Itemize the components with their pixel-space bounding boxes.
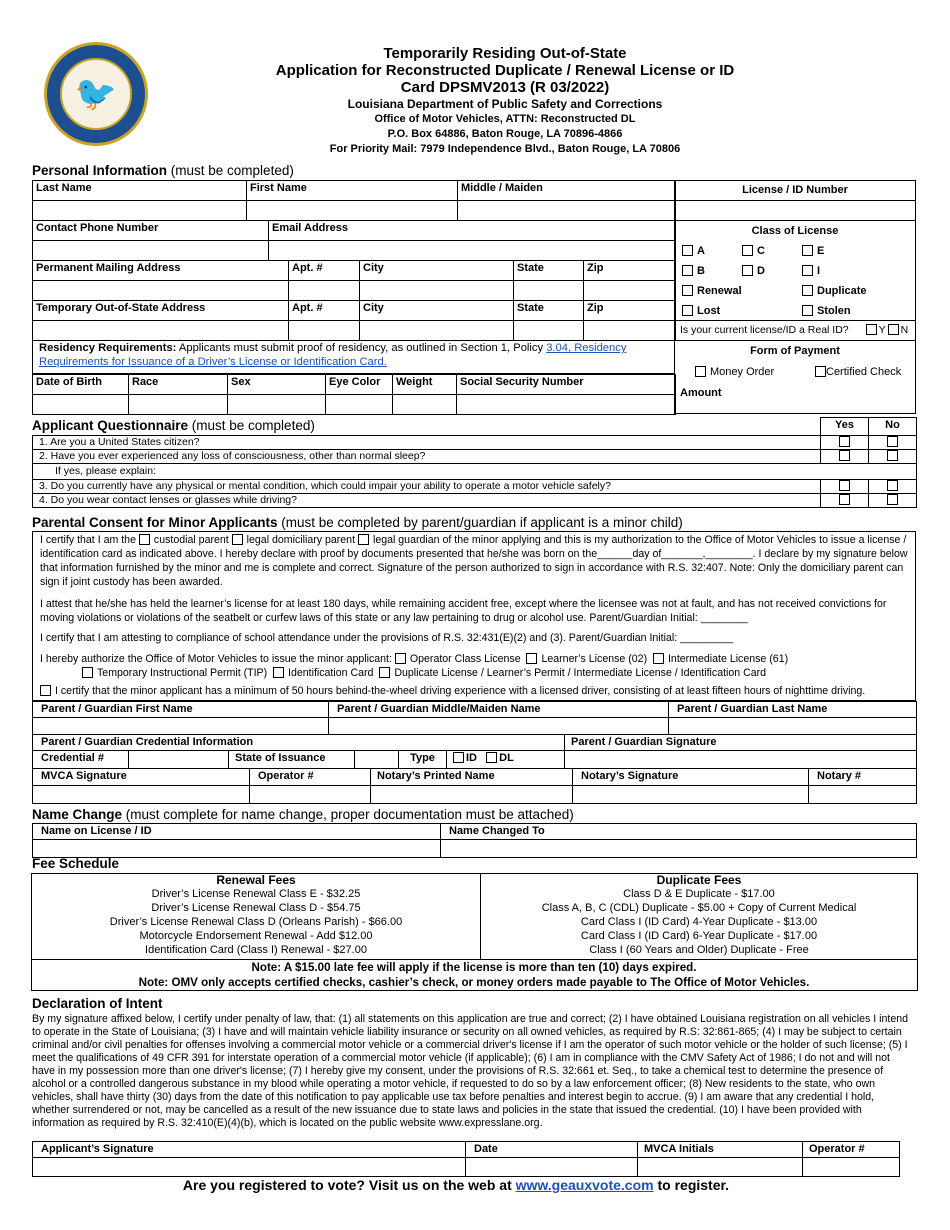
fee-notes	[32, 960, 916, 990]
geauxvote-link[interactable]: www.geauxvote.com	[515, 1177, 654, 1193]
form-subtitle: Application for Reconstructed Duplicate / Renewal License or ID	[275, 62, 735, 79]
ssn-label: Social Security Number	[457, 375, 676, 395]
tip-checkbox[interactable]: Temporary Instructional Permit (TIP)	[82, 667, 267, 679]
pelican-icon: 🐦	[60, 58, 132, 130]
class-row-2	[675, 261, 915, 281]
contact-table	[32, 220, 676, 261]
physical-info-table	[32, 374, 676, 415]
renewal-fee-item: Driver’s License Renewal Class D (Orleans Parish) - $66.00	[109, 916, 403, 928]
duplicate-checkbox[interactable]: Duplicate	[802, 285, 867, 297]
real-id-yes-checkbox[interactable]: Y	[866, 324, 886, 336]
learners-license-checkbox[interactable]: Learner’s License (02)	[526, 653, 647, 665]
certified-check-checkbox[interactable]: Certified Check	[815, 366, 901, 378]
type-label: Type	[399, 751, 447, 769]
notary-table	[32, 768, 917, 804]
school-attendance-paragraph: I certify that I am attesting to compliance of school attendance under the provisions of R.S. 32:431(E)(2) and (3). Parent/Guardian Initial: _________	[40, 632, 734, 644]
temp-address-label: Temporary Out-of-State Address	[33, 301, 289, 321]
city-label: City	[360, 301, 514, 321]
duplicate-fee-item: Class A, B, C (CDL) Duplicate - $5.00 + Copy of Current Medical	[541, 902, 857, 914]
class-d-checkbox[interactable]: D	[742, 261, 802, 281]
dob-label: Date of Birth	[33, 375, 129, 395]
phone-field[interactable]	[33, 241, 269, 261]
q2-yes-checkbox[interactable]	[821, 450, 869, 464]
q3-yes-checkbox[interactable]	[821, 480, 869, 494]
po-box: P.O. Box 64886, Baton Rouge, LA 70896-4866	[387, 128, 623, 140]
residency-requirements: Residency Requirements: Applicants must submit proof of residency, as outlined in Section 1, Policy 3.04, Residency Requirements for Issuance of a Driver’s License or Identification Card.	[32, 340, 675, 374]
first-name-field[interactable]	[247, 201, 458, 221]
payment-note: Note: OMV only accepts certified checks, cashier’s check, or money orders made payable to The Office of Motor Vehicles.	[138, 976, 810, 989]
applicant-signature-table	[32, 1141, 900, 1177]
email-label: Email Address	[269, 221, 676, 241]
name-changed-to-field[interactable]	[441, 840, 917, 858]
duplicate-fees-title: Duplicate Fees	[656, 873, 742, 887]
authorize-paragraph: I hereby authorize the Office of Motor Vehicles to issue the minor applicant: Operator Class License Learner’s License (02) Intermediate License (61) Temporary Instructional Permit (TIP) Identification Card Duplicate License / Learner’s Permit / Intermediate License / Identification Card	[40, 653, 789, 679]
temp-address-field[interactable]	[33, 321, 289, 341]
race-label: Race	[129, 375, 228, 395]
name-on-license-field[interactable]	[33, 840, 441, 858]
voter-registration-footer: Are you registered to vote? Visit us on the web at www.geauxvote.com to register.	[182, 1177, 730, 1193]
name-change-table	[32, 823, 917, 858]
questionnaire-table	[32, 435, 917, 508]
guardian-name-table	[32, 701, 917, 735]
question-1: 1. Are you a United States citizen?	[33, 436, 821, 450]
perm-address-label: Permanent Mailing Address	[33, 261, 289, 281]
applicant-signature-label: Applicant’s Signature	[33, 1142, 466, 1158]
credential-number-field[interactable]	[129, 751, 229, 769]
form-of-payment-label: Form of Payment	[750, 345, 840, 357]
sex-label: Sex	[228, 375, 326, 395]
notary-signature-field[interactable]	[573, 786, 809, 804]
first-name-label: First Name	[247, 181, 458, 201]
renewal-checkbox[interactable]: Renewal	[682, 281, 802, 301]
renewal-fee-item: Motorcycle Endorsement Renewal - Add $12.00	[139, 930, 373, 942]
pg-middle-name-field[interactable]	[329, 718, 669, 735]
perm-address-field[interactable]	[33, 281, 289, 301]
personal-info-table	[32, 180, 676, 221]
late-fee-note: Note: A $15.00 late fee will apply if the license is more than ten (10) days expired.	[251, 961, 697, 974]
license-id-field[interactable]	[675, 201, 915, 221]
eye-color-label: Eye Color	[326, 375, 393, 395]
state-label: State	[514, 301, 584, 321]
class-a-checkbox[interactable]: A	[682, 241, 742, 261]
form-number: Card DPSMV2013 (R 03/2022)	[400, 79, 610, 96]
renewal-duplicate-row	[675, 281, 915, 301]
q4-yes-checkbox[interactable]	[821, 494, 869, 508]
type-options	[447, 751, 565, 769]
temp-city-field[interactable]	[360, 321, 514, 341]
question-2: 2. Have you ever experienced any loss of consciousness, other than normal sleep?	[33, 450, 821, 464]
renewal-fee-item: Identification Card (Class I) Renewal - $27.00	[145, 944, 367, 956]
notary-number-field[interactable]	[809, 786, 917, 804]
q1-no-checkbox[interactable]	[869, 436, 917, 450]
driving-hours-checkbox[interactable]	[40, 685, 51, 696]
legal-guardian-checkbox[interactable]	[358, 534, 369, 545]
permanent-address-table	[32, 260, 676, 341]
last-name-label: Last Name	[33, 181, 247, 201]
middle-name-label: Middle / Maiden	[458, 181, 676, 201]
name-change-heading: Name Change (must complete for name change, proper documentation must be attached)	[32, 807, 574, 822]
declaration-heading: Declaration of Intent	[32, 996, 163, 1011]
custodial-parent-checkbox[interactable]	[139, 534, 150, 545]
class-e-checkbox[interactable]: E	[802, 241, 862, 261]
money-order-checkbox[interactable]: Money Order	[695, 361, 815, 383]
name-changed-to-label: Name Changed To	[441, 824, 917, 840]
perm-apt-field[interactable]	[289, 281, 360, 301]
state-of-issuance-field[interactable]	[355, 751, 399, 769]
mvca-initials-field[interactable]	[638, 1158, 803, 1177]
ssn-field[interactable]	[457, 395, 676, 415]
perm-zip-field[interactable]	[584, 281, 676, 301]
class-i-checkbox[interactable]: I	[802, 261, 862, 281]
residency-policy-link[interactable]: 3.04, Residency Requirements for Issuance of a Driver’s License or Identification Card.	[39, 342, 627, 368]
pg-first-name-label: Parent / Guardian First Name	[33, 702, 329, 718]
no-label: No	[869, 418, 917, 436]
yes-label: Yes	[821, 418, 869, 436]
pg-signature-label: Parent / Guardian Signature	[565, 735, 917, 751]
zip-label: Zip	[584, 301, 676, 321]
fee-schedule-heading: Fee Schedule	[32, 856, 120, 871]
identification-card-checkbox[interactable]: Identification Card	[273, 667, 373, 679]
temp-state-field[interactable]	[514, 321, 584, 341]
date-label: Date	[466, 1142, 638, 1158]
parental-certify-paragraph: I certify that I am the custodial parent legal domiciliary parent legal guardian of the minor applying and this is my authorization to the Office of Motor Vehicles to issue a license / identification card as indicated above. I hereby declare with proof by documents presented that he/she was born on the______day of_______,________. I declare by my signature below that information furnished by the minor and me is complete and correct. Signature of the person authorized to sign in accordance with R.S. 32:407. Note: Only the domiciliary parent can sign if joint custody has been awarded.	[40, 534, 908, 588]
question-3: 3. Do you currently have any physical or mental condition, which could impair your ability to operate a motor vehicle safely?	[33, 480, 821, 494]
priority-mail: For Priority Mail: 7979 Independence Blvd., Baton Rouge, LA 70806	[329, 143, 681, 155]
real-id-row: Is your current license/ID a Real ID? Y N	[675, 321, 915, 341]
pg-credential-label: Parent / Guardian Credential Information	[33, 735, 565, 751]
dob-field[interactable]	[33, 395, 129, 415]
class-c-checkbox[interactable]: C	[742, 241, 802, 261]
sex-field[interactable]	[228, 395, 326, 415]
notary-printed-name-label: Notary’s Printed Name	[371, 769, 573, 786]
license-panel	[674, 180, 916, 414]
duplicate-fees	[481, 873, 917, 957]
weight-label: Weight	[393, 375, 457, 395]
stolen-checkbox[interactable]: Stolen	[802, 305, 851, 317]
personal-info-heading: Personal Information (must be completed)	[32, 163, 294, 178]
operator-class-checkbox[interactable]: Operator Class License	[395, 653, 521, 665]
temp-apt-field[interactable]	[289, 321, 360, 341]
temp-zip-field[interactable]	[584, 321, 676, 341]
duplicate-license-checkbox[interactable]: Duplicate License / Learner’s Permit / Intermediate License / Identification Card	[379, 667, 766, 679]
type-dl-checkbox[interactable]: DL	[486, 752, 514, 764]
type-id-checkbox[interactable]: ID	[453, 752, 477, 764]
question-4: 4. Do you wear contact lenses or glasses while driving?	[33, 494, 821, 508]
louisiana-seal	[44, 42, 148, 146]
state-of-issuance-label: State of Issuance	[229, 751, 355, 769]
middle-name-field[interactable]	[458, 201, 676, 221]
credential-number-label: Credential #	[33, 751, 129, 769]
email-field[interactable]	[269, 241, 676, 261]
name-on-license-label: Name on License / ID	[33, 824, 441, 840]
notary-number-label: Notary #	[809, 769, 917, 786]
notary-signature-label: Notary’s Signature	[573, 769, 809, 786]
renewal-fee-item: Driver’s License Renewal Class E - $32.25	[151, 888, 361, 900]
notary-printed-name-field[interactable]	[371, 786, 573, 804]
operator-number-field[interactable]	[250, 786, 371, 804]
eye-color-field[interactable]	[326, 395, 393, 415]
q3-no-checkbox[interactable]	[869, 480, 917, 494]
department-name: Louisiana Department of Public Safety and Corrections	[347, 97, 663, 111]
zip-label: Zip	[584, 261, 676, 281]
renewal-fee-item: Driver’s License Renewal Class D - $54.75	[151, 902, 361, 914]
renewal-fees	[32, 873, 480, 957]
race-field[interactable]	[129, 395, 228, 415]
driving-hours-paragraph: I certify that the minor applicant has a minimum of 50 hours behind-the-wheel driving experience with a licensed driver, consisting of at least fifteen hours of nighttime driving.	[40, 684, 910, 698]
duplicate-fee-item: Card Class I (ID Card) 6-Year Duplicate - $17.00	[580, 930, 818, 942]
operator-field[interactable]	[803, 1158, 900, 1177]
perm-state-field[interactable]	[514, 281, 584, 301]
apt-label: Apt. #	[289, 261, 360, 281]
office-name: Office of Motor Vehicles, ATTN: Reconstructed DL	[374, 113, 636, 125]
class-row-1	[675, 241, 915, 261]
duplicate-fee-item: Class I (60 Years and Older) Duplicate - Free	[589, 944, 809, 956]
perm-city-field[interactable]	[360, 281, 514, 301]
pg-first-name-field[interactable]	[33, 718, 329, 735]
pg-middle-name-label: Parent / Guardian Middle/Maiden Name	[329, 702, 669, 718]
yes-no-header	[820, 417, 917, 436]
amount-label: Amount	[680, 387, 722, 399]
mvca-initials-label: MVCA Initials	[638, 1142, 803, 1158]
pg-signature-field[interactable]	[565, 751, 917, 769]
intermediate-license-checkbox[interactable]: Intermediate License (61)	[653, 653, 788, 665]
q2-no-checkbox[interactable]	[869, 450, 917, 464]
payment-options	[675, 361, 915, 383]
license-id-label: License / ID Number	[675, 181, 915, 201]
q1-yes-checkbox[interactable]	[821, 436, 869, 450]
form-header	[200, 45, 810, 157]
learner-attest-paragraph: I attest that he/she has held the learner’s license for at least 180 days, while remaining accident free, except where the licensee was not at fault, and has not received convictions for moving violations or violations of the seatbelt or curfew laws of this state or any law pertaining to drug or alcohol use. Parent/Guardian Initial: ________	[40, 598, 887, 624]
lost-stolen-row	[675, 301, 915, 321]
duplicate-fee-item: Card Class I (ID Card) 4-Year Duplicate - $13.00	[580, 916, 818, 928]
class-of-license-label: Class of License	[751, 225, 839, 237]
parental-consent-heading: Parental Consent for Minor Applicants (must be completed by parent/guardian if applicant is a minor child)	[32, 515, 683, 530]
pg-last-name-label: Parent / Guardian Last Name	[669, 702, 917, 718]
apt-label: Apt. #	[289, 301, 360, 321]
phone-label: Contact Phone Number	[33, 221, 269, 241]
guardian-credential-table	[32, 734, 917, 769]
class-b-checkbox[interactable]: B	[682, 261, 742, 281]
declaration-text: By my signature affixed below, I certify under penalty of law, that: (1) all statements on this application are true and correct; (2) I have obtained Louisiana registration on all vehicles I intend to operate in the State of Louisiana; (3) I have and will maintain vehicle liability insurance or security on all owned vehicles, as required by R.S: 32:861-865; (4) I may be subject to certain criminal and/or civil penalties for offenses involving a commercial motor vehicle or a commercial driver's license if I am the operator of such motor vehicle or the holder of such license; (5) I meet the qualifications of 49 CFR 391 for interstate operation of a commercial motor vehicle (if applicable); (6) I am in compliance with the CMV Safety Act of 1986; I do not and will not have in my possession more than one driver's license; (7) I hereby give my consent, under the provisions of R.S. 32:661 et. Seq., to take a chemical test to determine the presence of alcohol or a controlled dangerous substance in my blood while operating a motor vehicle, if requested to do so by a law enforcement officer; (8) New residents to the state, who own vehicles, shall have thirty (30) days from the date of this notification to pay applicable use tax before penalties and interest begin to accrue. (9) I am aware that any credential I hold, whether surrendered or not, may be cancelled as a result of the new issuance due to state laws and policies in the state that issued the credential. (10) I have been provided with information as required by R.S. 32:410(E)(4)(b), which is located on the public website www.expresslane.org.	[32, 1013, 909, 1129]
duplicate-fee-item: Class D & E Duplicate - $17.00	[623, 888, 775, 900]
applicant-signature-field[interactable]	[33, 1158, 466, 1177]
state-label: State	[514, 261, 584, 281]
question-2-explain[interactable]: If yes, please explain:	[33, 464, 917, 480]
mvca-signature-field[interactable]	[33, 786, 250, 804]
legal-domiciliary-parent-checkbox[interactable]	[232, 534, 243, 545]
city-label: City	[360, 261, 514, 281]
lost-checkbox[interactable]: Lost	[682, 301, 802, 321]
pg-last-name-field[interactable]	[669, 718, 917, 735]
q4-no-checkbox[interactable]	[869, 494, 917, 508]
weight-field[interactable]	[393, 395, 457, 415]
operator-label: Operator #	[803, 1142, 900, 1158]
date-field[interactable]	[466, 1158, 638, 1177]
form-title: Temporarily Residing Out-of-State	[383, 45, 627, 62]
questionnaire-heading: Applicant Questionnaire (must be completed)	[32, 418, 315, 433]
real-id-no-checkbox[interactable]: N	[886, 324, 909, 336]
mvca-signature-label: MVCA Signature	[33, 769, 250, 786]
last-name-field[interactable]	[33, 201, 247, 221]
operator-number-label: Operator #	[250, 769, 371, 786]
renewal-fees-title: Renewal Fees	[216, 873, 296, 887]
